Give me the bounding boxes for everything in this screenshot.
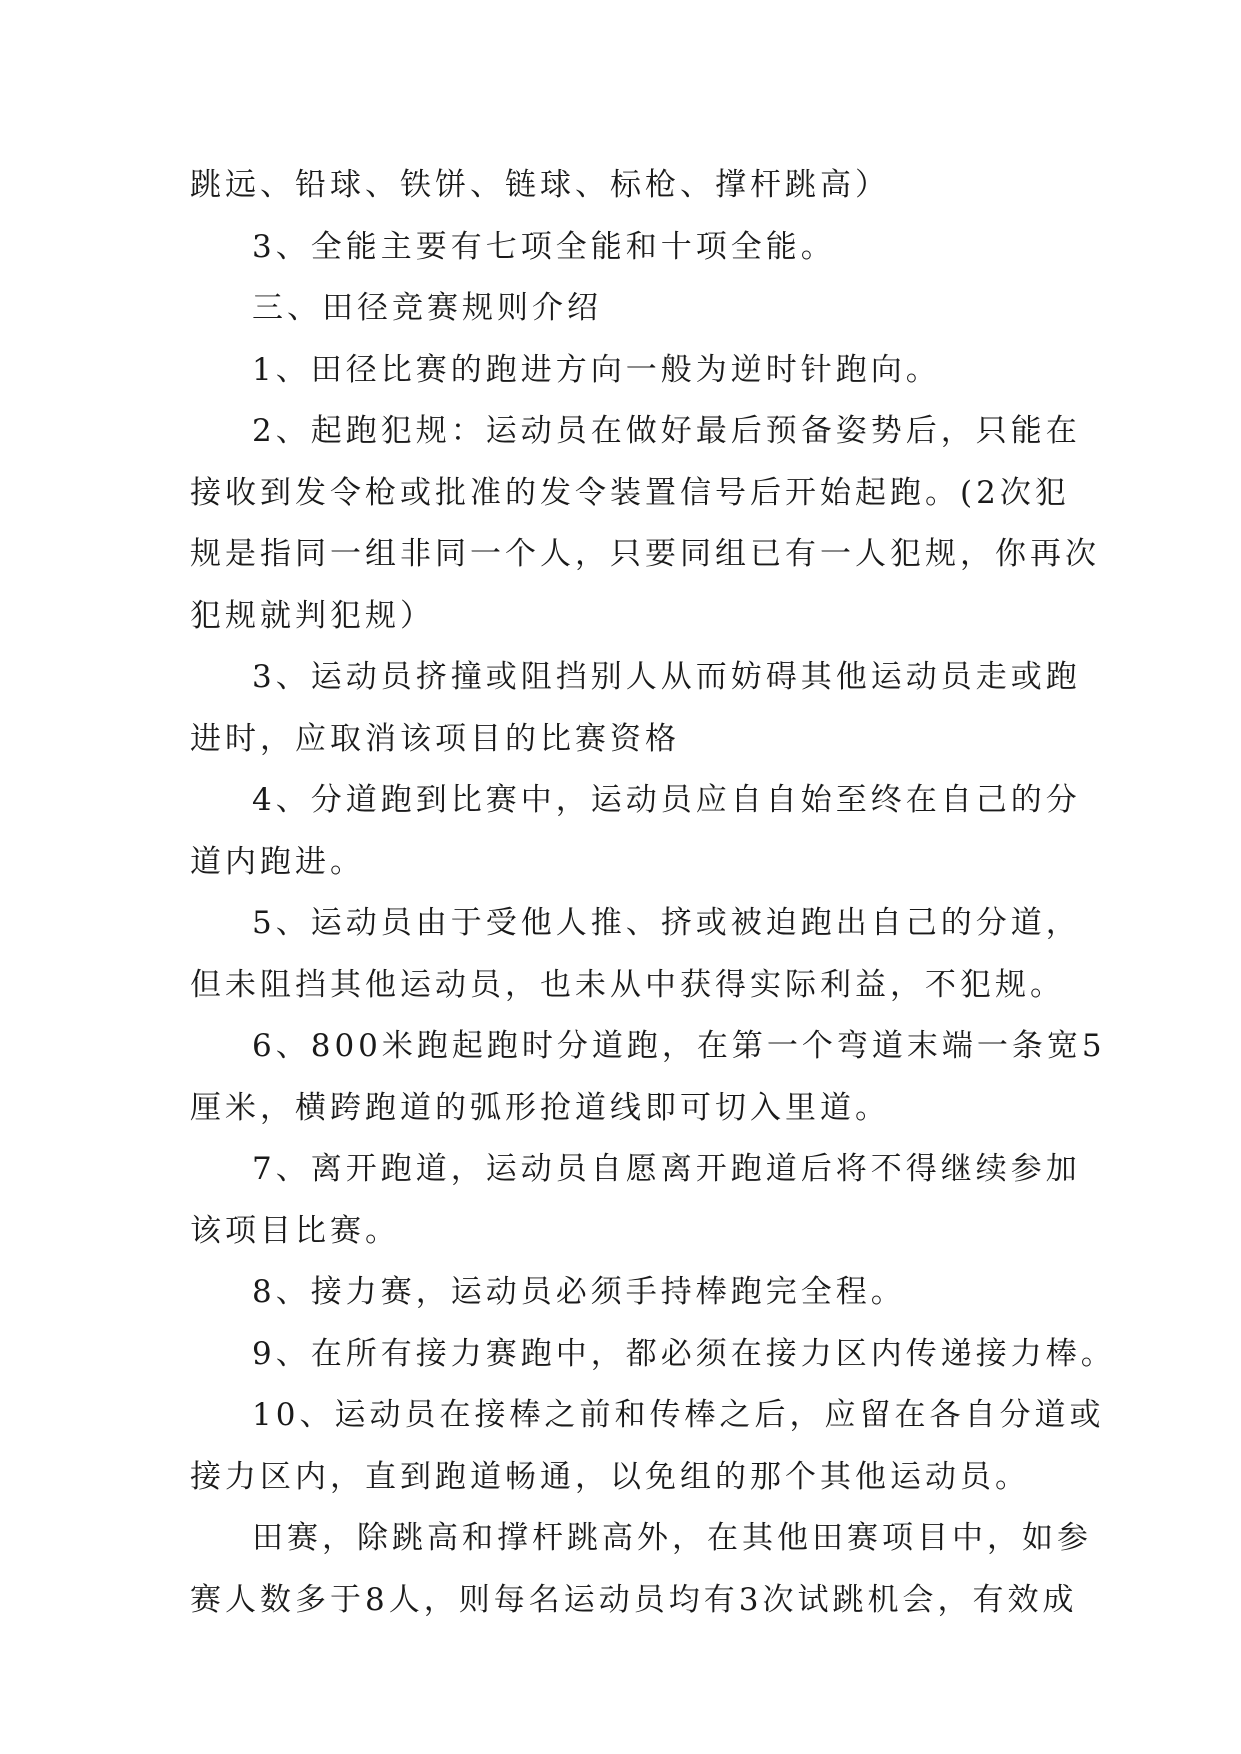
text-line: 赛人数多于8人，则每名运动员均有3次试跳机会，有效成: [190, 1581, 1078, 1618]
text-line: 但未阻挡其他运动员，也未从中获得实际利益，不犯规。: [190, 966, 1065, 1003]
text-line: 6、800米跑起跑时分道跑，在第一个弯道末端一条宽5: [252, 1028, 1106, 1064]
text-line: 5、运动员由于受他人推、挤或被迫跑出自己的分道，: [252, 905, 1081, 941]
text-line: 7、离开跑道，运动员自愿离开跑道后将不得继续参加: [252, 1151, 1081, 1187]
text-line: 8、接力赛，运动员必须手持棒跑完全程。: [252, 1274, 906, 1310]
text-line: 道内跑进。: [190, 843, 365, 880]
text-line: 2、起跑犯规：运动员在做好最后预备姿势后，只能在: [252, 413, 1081, 449]
text-line: 该项目比赛。: [190, 1212, 400, 1249]
text-line: 厘米，横跨跑道的弧形抢道线即可切入里道。: [190, 1089, 890, 1126]
text-line: 接收到发令枪或批准的发令装置信号后开始起跑。(2次犯: [190, 474, 1070, 511]
text-line: 4、分道跑到比赛中，运动员应自自始至终在自己的分: [252, 782, 1081, 818]
text-line: 犯规就判犯规）: [190, 597, 435, 634]
text-line: 跳远、铅球、铁饼、链球、标枪、撑杆跳高）: [190, 167, 890, 203]
text-line: 规是指同一组非同一个人，只要同组已有一人犯规，你再次: [190, 536, 1100, 572]
text-line: 进时，应取消该项目的比赛资格: [190, 720, 680, 757]
text-line: 1、田径比赛的跑进方向一般为逆时针跑向。: [252, 351, 941, 388]
section-heading: 三、田径竞赛规则介绍: [252, 290, 602, 326]
text-line: 3、全能主要有七项全能和十项全能。: [252, 228, 836, 265]
body-text: [190, 155, 1116, 1631]
text-line: 10、运动员在接棒之前和传棒之后，应留在各自分道或: [252, 1397, 1105, 1433]
text-line: 田赛，除跳高和撑杆跳高外，在其他田赛项目中，如参: [252, 1520, 1092, 1556]
text-line: 接力区内，直到跑道畅通，以免组的那个其他运动员。: [190, 1458, 1030, 1495]
text-line: 9、在所有接力赛跑中，都必须在接力区内传递接力棒。: [252, 1335, 1116, 1372]
text-line: 3、运动员挤撞或阻挡别人从而妨碍其他运动员走或跑: [252, 659, 1081, 695]
